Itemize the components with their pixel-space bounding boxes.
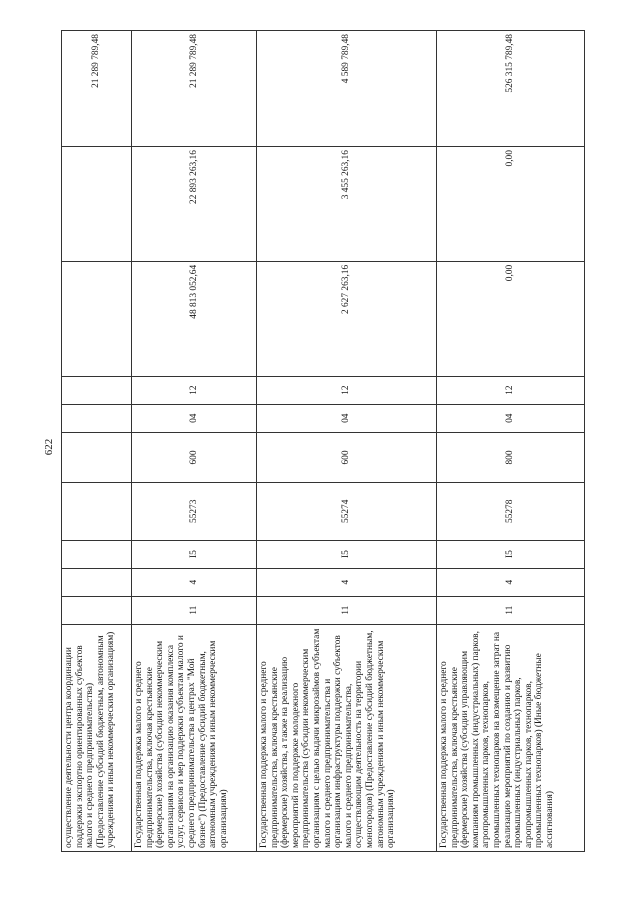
code-cell: 55274 [257,483,437,540]
code-cell: I5 [437,540,585,568]
table-row [132,31,257,852]
row-name-cell: Государственная поддержка малого и среднего предпринимательства, включая крестьянские (фермерские) хозяйства (субсидии управляющим компаниям промышленных (индустриальных) парков, агропромышленных парков, технопарков, промышленных технопарков на возмещение затрат на реализацию мероприятий по созданию и развитию промышленных (индустриальных) парков, агропромышленных парков, технопарков, промышленных технопарков) (Иные бюджетные ассигнования) [437,624,585,851]
code-cell: I5 [257,540,437,568]
code-cell [62,483,132,540]
row-name-cell: Государственная поддержка малого и среднего предпринимательства, включая крестьянские (фермерские) хозяйства (субсидии некоммерческим организациям на организацию оказания комплекса услуг, сервисов и мер поддержки субъектам малого и среднего предпринимательства в центрах "Мой бизнес") (Предоставление субсидий бюджетным, автономным учреждениям и иным некоммерческим организациям) [132,624,257,851]
amount-cell: 21 289 789,48 [62,31,132,147]
code-cell: 600 [257,432,437,482]
table-row [62,31,132,852]
code-cell [62,540,132,568]
amount-cell: 21 289 789,48 [132,31,257,147]
code-cell: 04 [437,404,585,432]
code-cell: 55278 [437,483,585,540]
code-cell: 55273 [132,483,257,540]
code-cell: 11 [132,596,257,624]
code-cell: 04 [132,404,257,432]
code-cell: 800 [437,432,585,482]
code-cell: 12 [257,376,437,404]
rotated-table-container [61,30,584,852]
code-cell [62,404,132,432]
table-row [437,31,585,852]
code-cell: 11 [437,596,585,624]
budget-table [61,30,585,852]
code-cell: 4 [257,568,437,596]
table-row [257,31,437,852]
code-cell: I5 [132,540,257,568]
budget-table-area [61,30,584,852]
amount-cell: 3 455 263,16 [257,147,437,262]
code-cell: 04 [257,404,437,432]
code-cell [62,568,132,596]
code-cell [62,596,132,624]
row-name-cell: осуществление деятельности центра координации поддержки экспортно ориентированных субъектов малого и среднего предпринимательства) (Предоставление субсидий бюджетным, автономным учреждениям и иным некоммерческим организациям) [62,624,132,851]
code-cell: 12 [437,376,585,404]
code-cell: 600 [132,432,257,482]
code-cell: 11 [257,596,437,624]
code-cell [62,376,132,404]
code-cell [62,432,132,482]
amount-cell: 0,00 [437,261,585,376]
amount-cell: 0,00 [437,147,585,262]
amount-cell: 2 627 263,16 [257,261,437,376]
amount-cell: 48 813 052,64 [132,261,257,376]
amount-cell [62,261,132,376]
amount-cell [62,147,132,262]
code-cell: 12 [132,376,257,404]
page-number: 622 [42,438,55,456]
code-cell: 4 [132,568,257,596]
code-cell: 4 [437,568,585,596]
amount-cell: 526 315 789,48 [437,31,585,147]
amount-cell: 4 589 789,48 [257,31,437,147]
row-name-cell: Государственная поддержка малого и среднего предпринимательства, включая крестьянские (фермерские) хозяйства, а также на реализацию мероприятий по поддержке молодежного предпринимательства (субсидии некоммерческим организациям с целью выдачи микрозаймов субъектам малого и среднего предпринимательства и организациям инфраструктуры поддержки субъектов малого и среднего предпринимательства, осуществляющим деятельность на территории моногородов) (Предоставление субсидий бюджетным, автономным учреждениям и иным некоммерческим организациям) [257,624,437,851]
amount-cell: 22 893 263,16 [132,147,257,262]
